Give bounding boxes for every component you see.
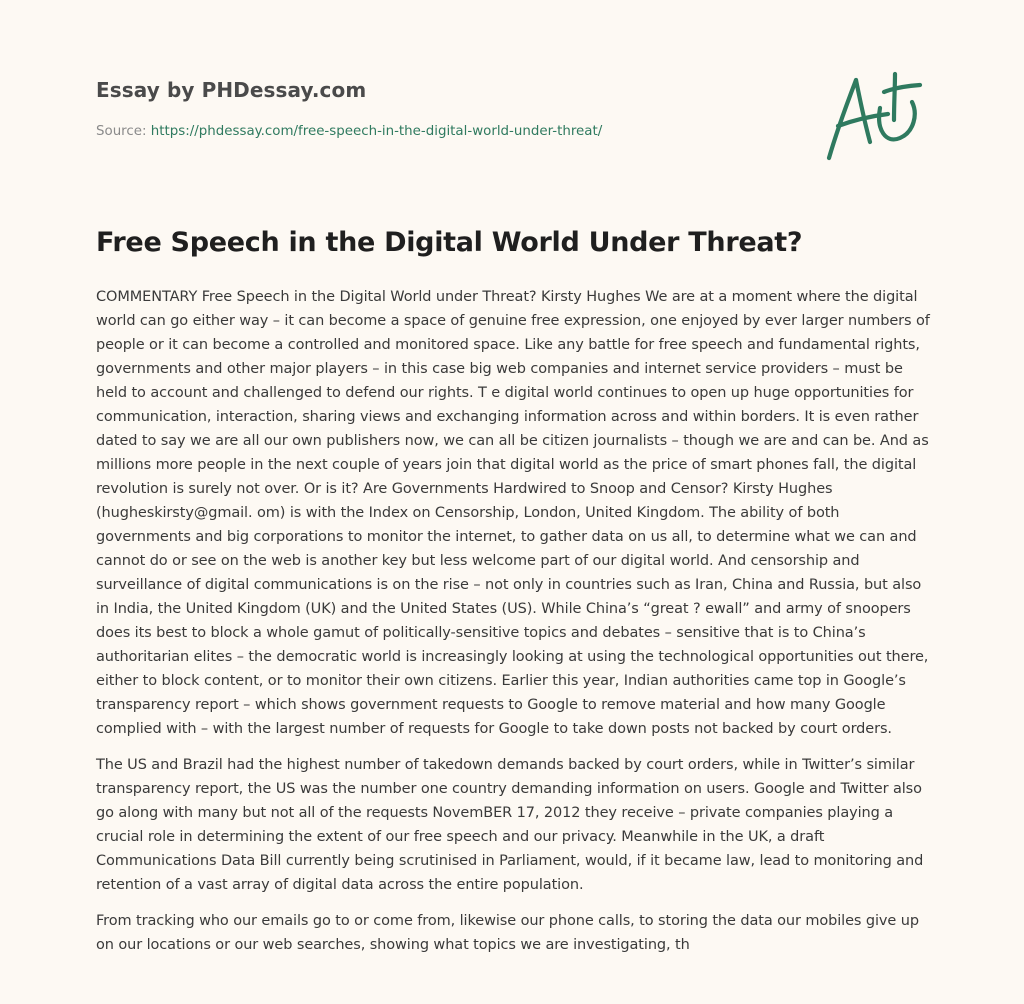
article-paragraph: The US and Brazil had the highest number of takedown demands backed by court orders, while in Twitter’s similar transparency report, the US was the number one country demanding information on users. Google and Twitter also go along with many but not all of the requests NovemBER 17, 2012 they receive – private companies playing a crucial role in determining the extent of our free speech and our privacy. Meanwhile in the UK, a draft Communications Data Bill currently being scrutinised in Parliament, would, if it became law, lead to monitoring and retention of a vast array of digital data across the entire population. <box>96 757 924 893</box>
source-link[interactable]: https://phdessay.com/free-speech-in-the-digital-world-under-threat/ <box>150 124 603 139</box>
source-line <box>96 122 796 142</box>
article-paragraph: COMMENTARY Free Speech in the Digital World under Threat? Kirsty Hughes We are at a moment where the digital world can go either way – it can become a space of genuine free expression, one enjoyed by ever larger numbers of people or it can become a controlled and monitored space. Like any battle for free speech and fundamental rights, governments and other major players – in this case big web companies and internet service providers – must be held to account and challenged to defend our rights. T e digital world continues to open up huge opportunities for communication, interaction, sharing views and exchanging information across and within borders. It is even rather dated to say we are all our own publishers now, we can all be citizen journalists – though we are and can be. And as millions more people in the next couple of years join that digital world as the price of smart phones fall, the digital revolution is surely not over. Or is it? Are Governments Hardwired to Snoop and Censor? Kirsty Hughes (hugheskirsty@gmail. om) is with the Index on Censorship, London, United Kingdom. The ability of both governments and big corporations to monitor the internet, to gather data on us all, to determine what we can and cannot do or see on the web is another key but less welcome part of our digital world. And censorship and surveillance of digital communications is on the rise – not only in countries such as Iran, China and Russia, but also in India, the United Kingdom (UK) and the United States (US). While China’s “great ? ewall” and army of snoopers does its best to block a whole gamut of politically-sensitive topics and debates – sensitive that is to China’s authoritarian elites – the democratic world is increasingly looking at using the technological opportunities out there, either to block content, or to monitor their own citizens. Earlier this year, Indian authorities came top in Google’s transparency report – which shows government requests to Google to remove material and how many Google complied with – with the largest number of requests for Google to take down posts not backed by court orders. <box>96 289 930 737</box>
article-title: Free Speech in the Digital World Under Threat? <box>96 227 803 258</box>
a-plus-logo-icon <box>822 68 926 164</box>
brand-title: Essay by PHDessay.com <box>96 78 367 102</box>
source-label: Source: <box>96 124 151 139</box>
article-body <box>96 285 930 969</box>
page-header <box>96 76 796 142</box>
article-paragraph: From tracking who our emails go to or come from, likewise our phone calls, to storing the data our mobiles give up on our locations or our web searches, showing what topics we are investigating, th <box>96 913 919 953</box>
a-plus-logo-graphic <box>822 68 926 164</box>
